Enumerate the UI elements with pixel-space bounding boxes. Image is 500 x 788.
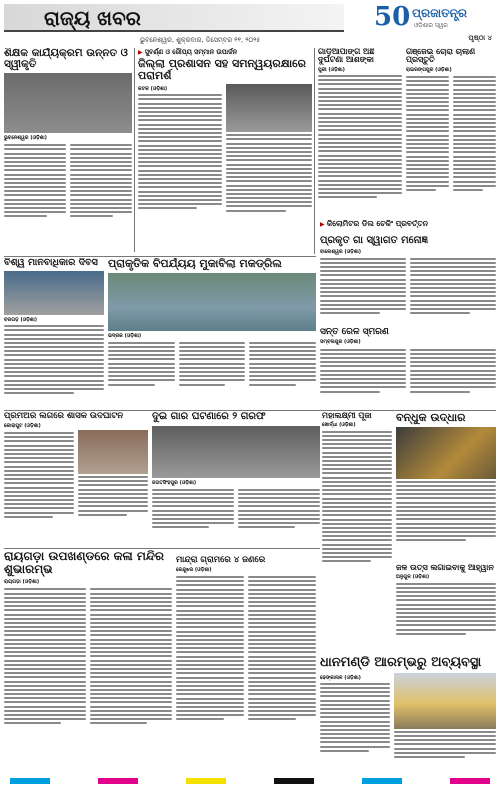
article-headline: ଧାନମଣ୍ଡି ଆରମ୍ଭରୁ ଅବ୍ୟବସ୍ଥା [320,656,482,670]
article-byline: ପୁରୀ (ଓଡ଼ିଶା) [318,66,345,73]
article-byline: ଭଦ୍ରକ (ଓଡ଼ିଶା) [108,332,142,339]
sports-photo [78,430,148,474]
article-headline: ଦୁଇ ଗାଁର ଘଟଣାରେ ୨ ଗିରଫ [152,412,266,422]
article-headline: ପ୍ରିମିଅର ଲିଗରେ ଶାସକ ଉଦଘାଟନ [4,412,124,421]
article-mahalaxmi-puja [322,412,392,588]
article-headline: ବନ୍ଧୁକ ଉଦ୍ଧାର [396,412,466,424]
article-premier-league [4,412,148,544]
black-swatch [274,778,314,784]
article-headline: ପ୍ରକୃତ ଗାଁ ସ୍ୱାଗତ ମନୋଜ୍ଞ [320,236,429,246]
article-byline: ଅନୁଗୁଳ (ଓଡ଼ିଶା) [396,574,430,581]
article-art-temple-inauguration [4,550,172,776]
anniversary-number: 50 [374,2,411,32]
article-coordination-meeting [138,48,312,252]
mockdrill-photo [108,273,316,331]
article-headline: ମାନ୍ଦ୍ରା ଗ୍ରାମରେ ୪ ଜଣରେ [176,556,266,565]
cyan-swatch [10,778,50,784]
gun-photo [396,427,496,479]
article-byline: ଢେଙ୍କାନାଳ (ଓଡ଼ିଶା) [320,674,361,681]
article-paddy-mandi-chaos [320,656,496,776]
article-byline: ଭୁବନେଶ୍ୱର (ଓଡ଼ିଶା) [4,135,47,142]
article-accident-risk [318,48,402,218]
article-byline: ବାଲେଶ୍ୱର (ଓଡ଼ିଶା) [320,248,362,255]
dateline [0,34,500,46]
article-byline: ଖୋର୍ଦ୍ଧା (ଓଡ଼ିଶା) [322,422,356,429]
article-byline: ରାଇରଙ୍ଗପୁର (ଓଡ଼ିଶା) [406,66,452,73]
article-headline: ଶିକ୍ଷକ କାର୍ଯ୍ୟକ୍ରମ ଉନ୍ନତ ଓ ସ୍ୱୀକୃତି [4,48,128,71]
article-headline: ପ୍ରାକୃତିକ ବିପର୍ଯ୍ୟୟ ମୁକାବିଲା ମକଡ୍ରିଲ [108,258,282,270]
article-teacher-program [4,48,132,252]
article-byline: କେନ୍ଦୁଝର (ଓଡ଼ିଶା) [176,566,212,573]
newspaper-name: ପ୍ରଜାତନ୍ତ୍ର [412,6,468,20]
page-label: ପୃଷ୍ଠା ୪ [468,34,492,42]
print-registration-strip [0,778,500,786]
article-village-four [176,556,316,776]
yellow-swatch [186,778,226,784]
section-banner [4,4,344,32]
arrest-photo [152,426,320,478]
article-headline: ସନ୍ତ ରେଳ ସ୍ମରଣ [320,328,389,337]
magenta-swatch [450,778,490,784]
article-headline: ଜଳ ଉତ୍ସ ଲଗାଇବାକୁ ଆହ୍ୱାନ [396,564,494,572]
article-byline: ସମ୍ବଲପୁର (ଓଡ଼ିଶା) [320,339,361,346]
newspaper-logo [374,2,496,36]
group-photo [4,73,132,133]
article-water-call [396,564,496,654]
article-ganja-smuggling [406,48,496,218]
article-byline: ବରଗଡ଼ (ଓଡ଼ିଶା) [4,316,38,323]
magenta-swatch [98,778,138,784]
article-human-rights-day [4,258,104,408]
article-headline: ▶ କିଲୋମିଟର ଡିଲ ଚେକିଂ ପ୍ରବର୍ତ୍ତନ [320,220,496,228]
article-headline: ରାୟଗଡ଼ା ଉପଖଣ୍ଡରେ କଳା ମନ୍ଦିର ଶୁଭାରମ୍ଭ [4,550,165,576]
article-kicker: ▶ ସୁବର୍ଣ୍ଣ ଓ ରୌପ୍ୟ ସମ୍ମାନ ଉପାର୍ଜନ [138,48,312,57]
mandi-building-photo [394,673,496,729]
article-gun-recovered [396,412,496,562]
article-village-welcome [320,236,496,326]
article-headline: ଗାଡ଼ିଆପାଙ୍ଗ ଅଛି ଦୁର୍ଘଟଣା ଆଶଙ୍କା [318,48,375,65]
cyan-swatch [362,778,402,784]
article-disaster-mockdrill [108,258,316,408]
article-byline: କୋରାପୁଟ (ଓଡ଼ିଶା) [4,422,41,429]
masthead [0,0,500,42]
date-text: ଭୁବନେଶ୍ୱର, ଶୁକ୍ରବାର, ଡିସେମ୍ବର ୧୧, ୨୦୨୫ [140,36,261,44]
article-headline: ବିଶ୍ୱ ମାନବାଧିକାର ଦିବସ [4,258,98,268]
newspaper-tagline: ଓଡ଼ିଶାର ସ୍ୱର [414,22,448,29]
event-photo [4,271,104,315]
article-byline: ଜଗତସିଂହପୁର (ଓଡ଼ିଶା) [152,479,197,486]
article-headline: ଜିଲ୍ଲା ପ୍ରଶାସନ ସହ ସମନ୍ୱୟରକ୍ଷାରେ ପରାମର୍ଶ [138,57,306,82]
article-byline: ରାୟଗଡ଼ା (ଓଡ଼ିଶା) [4,579,40,586]
article-headline: ଗଞ୍ଜେଇ ଚୋରା ଚାଲାଣ ପ୍ରସ୍ତୁତି [406,48,476,65]
article-saint-remembrance [320,328,496,402]
article-two-arrested [152,412,320,544]
article-byline: କଟକ (ଓଡ଼ିଶା) [138,86,168,93]
article-headline: ମହାଲକ୍ଷ୍ମୀ ପୂଜା [322,412,372,420]
article-checking-drive [320,220,496,234]
section-title: ରାଜ୍ୟ ଖବର [44,6,141,30]
meeting-photo [226,84,312,132]
